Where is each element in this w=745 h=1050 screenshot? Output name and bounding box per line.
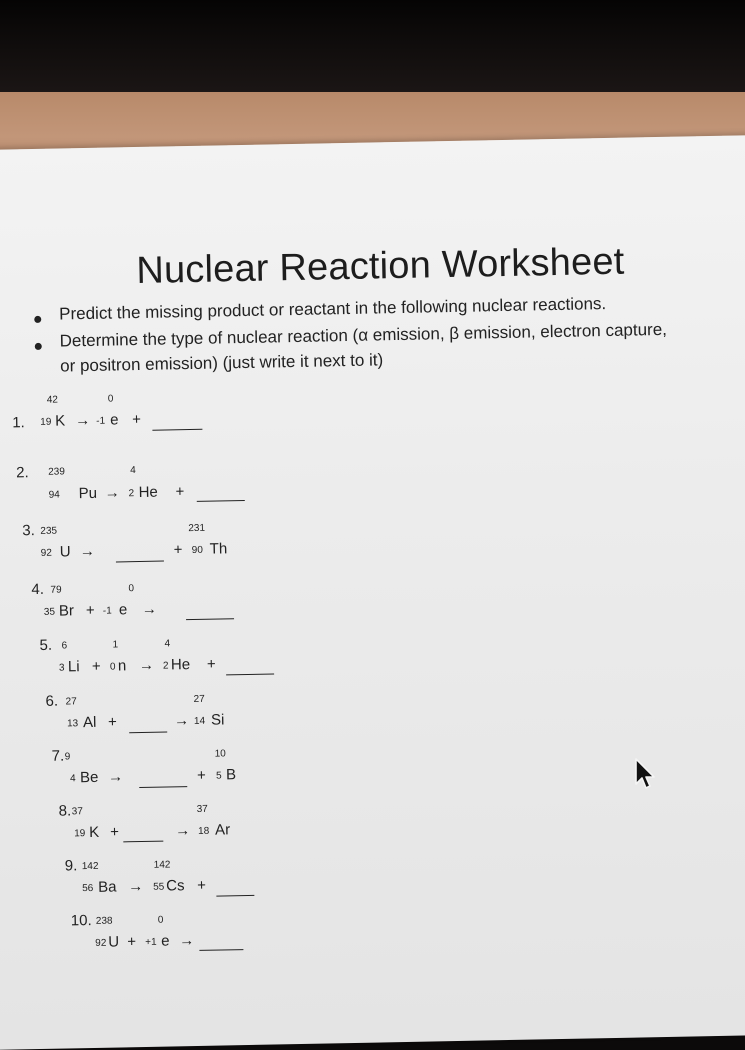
problem-number: 9.	[64, 857, 78, 875]
element-symbol: K	[88, 823, 100, 842]
answer-blank[interactable]	[139, 785, 187, 788]
atomic-number: +1	[145, 936, 157, 948]
arrow-icon: →	[79, 542, 95, 561]
mass-number: 0	[107, 393, 114, 405]
atomic-number: 5	[215, 770, 222, 782]
element-symbol: Br	[58, 602, 75, 620]
mass-number: 4	[130, 465, 136, 477]
mass-number: 235	[40, 525, 58, 537]
answer-blank[interactable]	[226, 672, 274, 675]
answer-blank[interactable]	[123, 840, 163, 843]
problem-number: 5.	[39, 636, 53, 654]
atomic-number: 14	[193, 715, 206, 727]
element-symbol: He	[170, 656, 191, 674]
plus-sign: +	[109, 823, 120, 841]
mass-number: 142	[81, 860, 99, 873]
atomic-number: 35	[43, 606, 56, 618]
atomic-number: 94	[48, 489, 60, 501]
mass-number: 37	[196, 803, 208, 815]
bullet-icon	[35, 343, 42, 350]
problem-number: 10.	[70, 911, 92, 930]
mass-number: 42	[46, 394, 59, 406]
mass-number: 142	[153, 859, 171, 871]
plus-sign: +	[91, 657, 101, 675]
atomic-number: 19	[40, 416, 52, 428]
element-symbol: Si	[210, 711, 225, 729]
element-symbol: Li	[67, 658, 80, 676]
atomic-number: 92	[40, 547, 52, 559]
element-symbol: n	[117, 657, 127, 675]
element-symbol: e	[161, 932, 170, 950]
problem-number: 6.	[45, 692, 59, 710]
element-symbol: Th	[209, 540, 228, 558]
atomic-number: 92	[95, 937, 107, 949]
answer-blank[interactable]	[199, 948, 243, 951]
problem-number: 4.	[31, 580, 45, 599]
element-symbol: e	[110, 411, 119, 429]
worksheet-title: Nuclear Reaction Worksheet	[135, 240, 625, 293]
atomic-number: 56	[82, 882, 94, 895]
atomic-number: -1	[96, 415, 106, 427]
plus-sign: +	[107, 713, 117, 731]
atomic-number: 90	[191, 544, 203, 557]
mouse-cursor-icon	[634, 758, 656, 790]
answer-blank[interactable]	[129, 731, 167, 734]
arrow-icon: →	[138, 656, 155, 675]
arrow-icon: →	[173, 712, 190, 730]
mass-number: 0	[157, 914, 164, 926]
plus-sign: +	[206, 655, 216, 673]
problem-number: 8.	[58, 802, 72, 820]
element-symbol: Ba	[98, 878, 117, 896]
problem-number: 2.	[16, 464, 29, 482]
mass-number: 27	[65, 696, 77, 708]
answer-blank[interactable]	[116, 560, 164, 563]
mass-number: 239	[48, 466, 65, 478]
answer-blank[interactable]	[197, 499, 245, 502]
answer-blank[interactable]	[186, 617, 234, 620]
mass-number: 9	[64, 751, 71, 763]
arrow-icon: →	[174, 822, 191, 840]
problem-number: 7.	[51, 747, 65, 765]
element-symbol: Cs	[166, 877, 185, 895]
monitor-bezel	[0, 0, 745, 105]
element-symbol: e	[118, 601, 128, 619]
atomic-number: 4	[69, 773, 76, 785]
element-symbol: U	[108, 933, 120, 951]
mass-number: 79	[50, 584, 62, 596]
arrow-icon: →	[75, 411, 91, 430]
atomic-number: 2	[128, 488, 135, 500]
worksheet-page	[0, 135, 745, 1050]
element-symbol: Be	[79, 768, 99, 787]
atomic-number: -1	[102, 605, 112, 617]
element-symbol: B	[225, 766, 237, 784]
element-symbol: Al	[82, 713, 97, 732]
plus-sign: +	[132, 410, 142, 429]
atomic-number: 13	[66, 718, 79, 730]
mass-number: 10	[214, 748, 226, 760]
mass-number: 37	[71, 806, 83, 818]
arrow-icon: →	[141, 600, 158, 618]
problem-number: 3.	[22, 522, 35, 540]
bullet-icon	[34, 316, 41, 323]
atomic-number: 55	[153, 881, 165, 893]
mass-number: 1	[112, 639, 119, 651]
instruction-2: Determine the type of nuclear reaction (α emission, β emission, electron capture,	[59, 319, 668, 351]
mass-number: 238	[95, 915, 113, 927]
element-symbol: U	[59, 543, 71, 561]
plus-sign: +	[175, 483, 185, 501]
answer-blank[interactable]	[216, 894, 254, 897]
plus-sign: +	[127, 933, 137, 951]
mass-number: 4	[164, 638, 171, 650]
mass-number: 0	[128, 583, 135, 595]
plus-sign: +	[196, 766, 206, 784]
atomic-number: 0	[109, 661, 116, 673]
mass-number: 231	[188, 522, 206, 535]
instruction-3: or positron emission) (just write it next to it)	[59, 350, 384, 376]
mass-number: 27	[193, 693, 205, 705]
arrow-icon: →	[107, 768, 124, 786]
arrow-icon: →	[128, 878, 144, 896]
element-symbol: Ar	[214, 821, 231, 839]
answer-blank[interactable]	[152, 428, 202, 431]
plus-sign: +	[196, 876, 207, 894]
instruction-1: Predict the missing product or reactant in the following nuclear reactions.	[58, 294, 607, 324]
atomic-number: 19	[74, 828, 86, 840]
atomic-number: 2	[162, 660, 169, 672]
arrow-icon: →	[179, 932, 195, 950]
plus-sign: +	[173, 541, 183, 559]
element-symbol: Pu	[78, 484, 98, 503]
plus-sign: +	[85, 601, 95, 620]
element-symbol: He	[138, 483, 158, 502]
arrow-icon: →	[104, 484, 120, 502]
element-symbol: K	[55, 412, 66, 430]
problem-number: 1.	[12, 414, 25, 432]
atomic-number: 18	[198, 825, 210, 837]
mass-number: 6	[61, 640, 68, 652]
atomic-number: 3	[58, 662, 65, 674]
